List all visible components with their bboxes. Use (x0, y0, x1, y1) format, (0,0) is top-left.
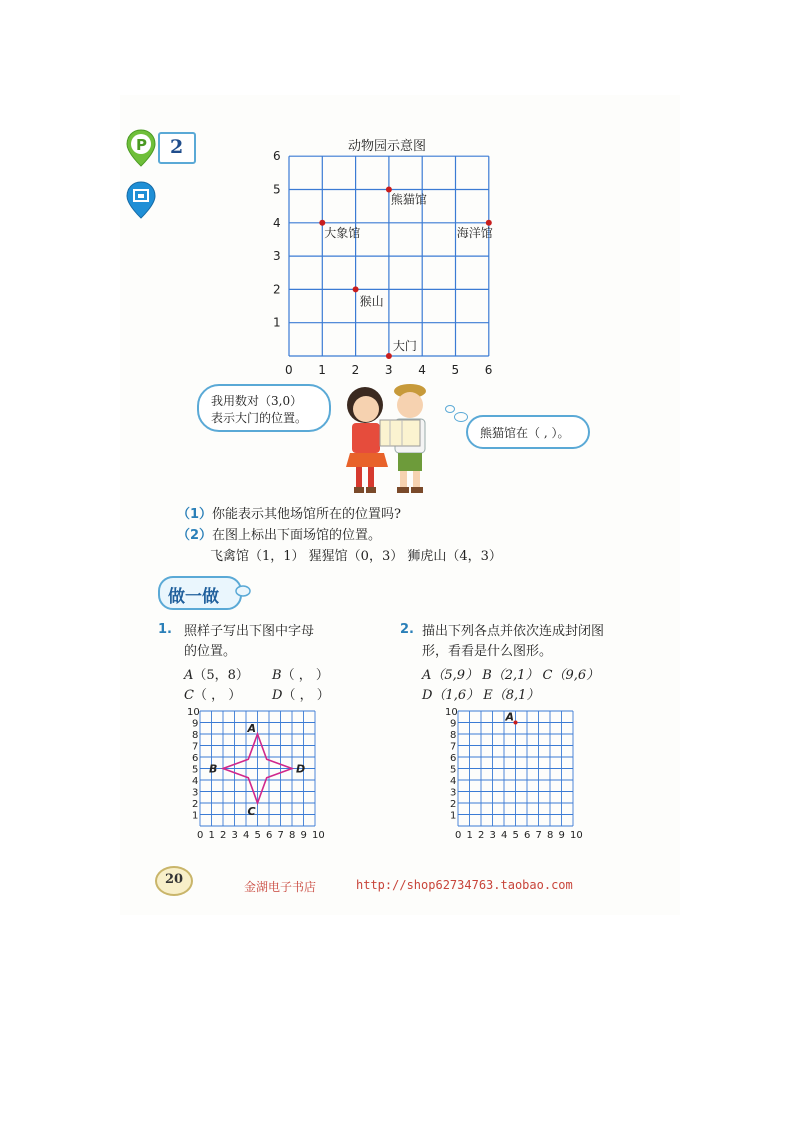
x-tick-label: 9 (300, 830, 307, 841)
x-tick-label: 8 (289, 830, 296, 841)
p-pin-icon (125, 128, 157, 168)
y-tick-label: 3 (192, 787, 199, 799)
question-1-number: （1） (177, 507, 213, 522)
svg-text:P: P (136, 136, 147, 154)
exercise-2-line1: 描出下列各点并依次连成封闭图 (422, 624, 605, 639)
y-tick-label: 4 (192, 776, 199, 787)
marked-point (514, 721, 518, 725)
page-badge (158, 132, 196, 164)
star-point-label: A (247, 722, 257, 735)
exercise-2-points-line2: D（1,6） E（8,1） (422, 688, 540, 703)
y-tick-label: 5 (192, 764, 199, 776)
x-tick-label: 1 (208, 830, 215, 841)
y-tick-label: 2 (450, 799, 457, 810)
question-1-text: 你能表示其他场馆所在的位置吗? (212, 507, 402, 522)
x-tick-label: 7 (535, 830, 542, 841)
question-2-text: 在图上标出下面场馆的位置。 (212, 528, 382, 543)
x-tick-label: 1 (318, 363, 326, 377)
answer-d-value: （ ， ） (282, 688, 330, 703)
thought-dot-small (445, 405, 455, 413)
x-tick-label: 3 (384, 363, 393, 377)
x-tick-label: 1 (466, 830, 473, 841)
question-2 (177, 524, 381, 543)
venue-list: 飞禽馆（1，1） 猩猩馆（0，3） 狮虎山（4，3） (210, 549, 502, 564)
y-tick-label: 6 (273, 149, 281, 164)
section-title: 做一做 (168, 587, 219, 607)
x-tick-label: 10 (570, 830, 583, 841)
store-url: http://shop62734763.taobao.com (356, 878, 573, 892)
page-number-badge (155, 866, 193, 896)
answer-b-value: （ ， ） (281, 668, 329, 683)
answer-a-letter: A (184, 668, 194, 683)
section-title-tail-icon (235, 584, 253, 598)
speech-left-line2: 表示大门的位置。 (211, 411, 308, 425)
x-tick-label: 3 (231, 830, 238, 841)
exercise-2-number: 2. (400, 622, 414, 637)
x-tick-label: 5 (451, 363, 460, 377)
x-tick-label: 3 (489, 830, 496, 841)
y-tick-label: 5 (273, 182, 281, 197)
venue-point (353, 286, 359, 292)
y-tick-label: 7 (450, 741, 457, 753)
x-tick-label: 4 (243, 830, 250, 841)
x-tick-label: 5 (512, 830, 519, 841)
venue-label: 海洋馆 (456, 225, 493, 240)
answer-c (184, 684, 241, 703)
question-2-number: （2） (177, 528, 213, 543)
y-tick-label: 4 (450, 776, 457, 787)
x-tick-label: 6 (524, 830, 531, 841)
exercise-1-grid (182, 704, 327, 844)
answer-b-letter: B (272, 668, 282, 683)
y-tick-label: 9 (450, 718, 457, 730)
exercise-1-line2: 的位置。 (184, 644, 237, 659)
y-tick-label: 8 (450, 730, 457, 741)
question-1 (177, 503, 401, 522)
venue-label: 大门 (392, 339, 417, 353)
exercise-2-points-line1: A（5,9） B（2,1） C（9,6） (422, 668, 600, 683)
speech-bubble-left (197, 384, 331, 432)
y-tick-label: 2 (273, 282, 281, 297)
venue-label: 熊猫馆 (390, 192, 427, 207)
classroom-pin-icon (125, 180, 157, 220)
x-tick-label: 2 (220, 830, 227, 841)
x-tick-label: 5 (254, 830, 261, 841)
venue-point (386, 353, 392, 359)
y-tick-label: 6 (192, 753, 199, 764)
speech-bubble-right (466, 415, 590, 449)
y-tick-label: 3 (450, 787, 457, 799)
zoo-map-grid (265, 148, 515, 378)
y-tick-label: 1 (273, 315, 281, 330)
store-name: 金湖电子书店 (244, 880, 317, 894)
thought-dot-large (454, 412, 468, 422)
x-tick-label: 4 (501, 830, 508, 841)
star-point-label: C (247, 805, 256, 818)
star-point-label: D (296, 762, 306, 776)
page-number: 20 (165, 872, 184, 887)
exercise-2-line2: 形，看看是什么图形。 (422, 644, 553, 659)
x-tick-label: 4 (418, 363, 426, 377)
y-tick-label: 8 (192, 730, 199, 741)
x-tick-label: 7 (277, 830, 284, 841)
children-illustration (330, 375, 450, 500)
y-tick-label: 10 (187, 707, 200, 718)
y-tick-label: 3 (273, 249, 281, 264)
answer-d-letter: D (272, 688, 283, 703)
star-point-label: B (209, 762, 218, 776)
x-tick-label: 10 (312, 830, 325, 841)
speech-right-text: 熊猫馆在（ , ）。 (480, 426, 570, 440)
answer-b (272, 664, 329, 683)
y-tick-label: 2 (192, 799, 199, 810)
y-tick-label: 4 (273, 215, 281, 230)
y-tick-label: 7 (192, 741, 199, 753)
x-tick-label: 0 (285, 363, 293, 377)
venue-label: 猴山 (359, 294, 384, 309)
answer-a (184, 664, 249, 683)
x-tick-label: 9 (558, 830, 565, 841)
venue-label: 大象馆 (324, 225, 361, 240)
y-tick-label: 5 (450, 764, 457, 776)
x-tick-label: 6 (266, 830, 273, 841)
answer-c-letter: C (184, 688, 194, 703)
x-tick-label: 8 (547, 830, 554, 841)
y-tick-label: 6 (450, 753, 457, 764)
answer-d (272, 684, 330, 703)
x-tick-label: 2 (478, 830, 485, 841)
exercise-1-number: 1. (158, 622, 172, 637)
page-badge-number: 2 (170, 136, 184, 158)
x-tick-label: 0 (197, 830, 204, 841)
x-tick-label: 0 (455, 830, 462, 841)
speech-left-line1: 我用数对（3,0） (211, 394, 303, 408)
exercise-1-line1: 照样子写出下图中字母 (184, 624, 315, 639)
exercise-2-grid (420, 704, 585, 844)
x-tick-label: 6 (484, 363, 493, 377)
y-tick-label: 1 (192, 810, 199, 822)
y-tick-label: 9 (192, 718, 199, 730)
zoo-map-title: 动物园示意图 (348, 139, 427, 154)
answer-c-value: （ ， ） (193, 688, 242, 703)
y-tick-label: 10 (445, 707, 458, 718)
marked-point-label: A (505, 710, 515, 724)
section-title-box (158, 576, 242, 610)
answer-a-value: （5，8） (193, 668, 249, 683)
y-tick-label: 1 (450, 810, 457, 822)
x-tick-label: 2 (351, 363, 360, 377)
